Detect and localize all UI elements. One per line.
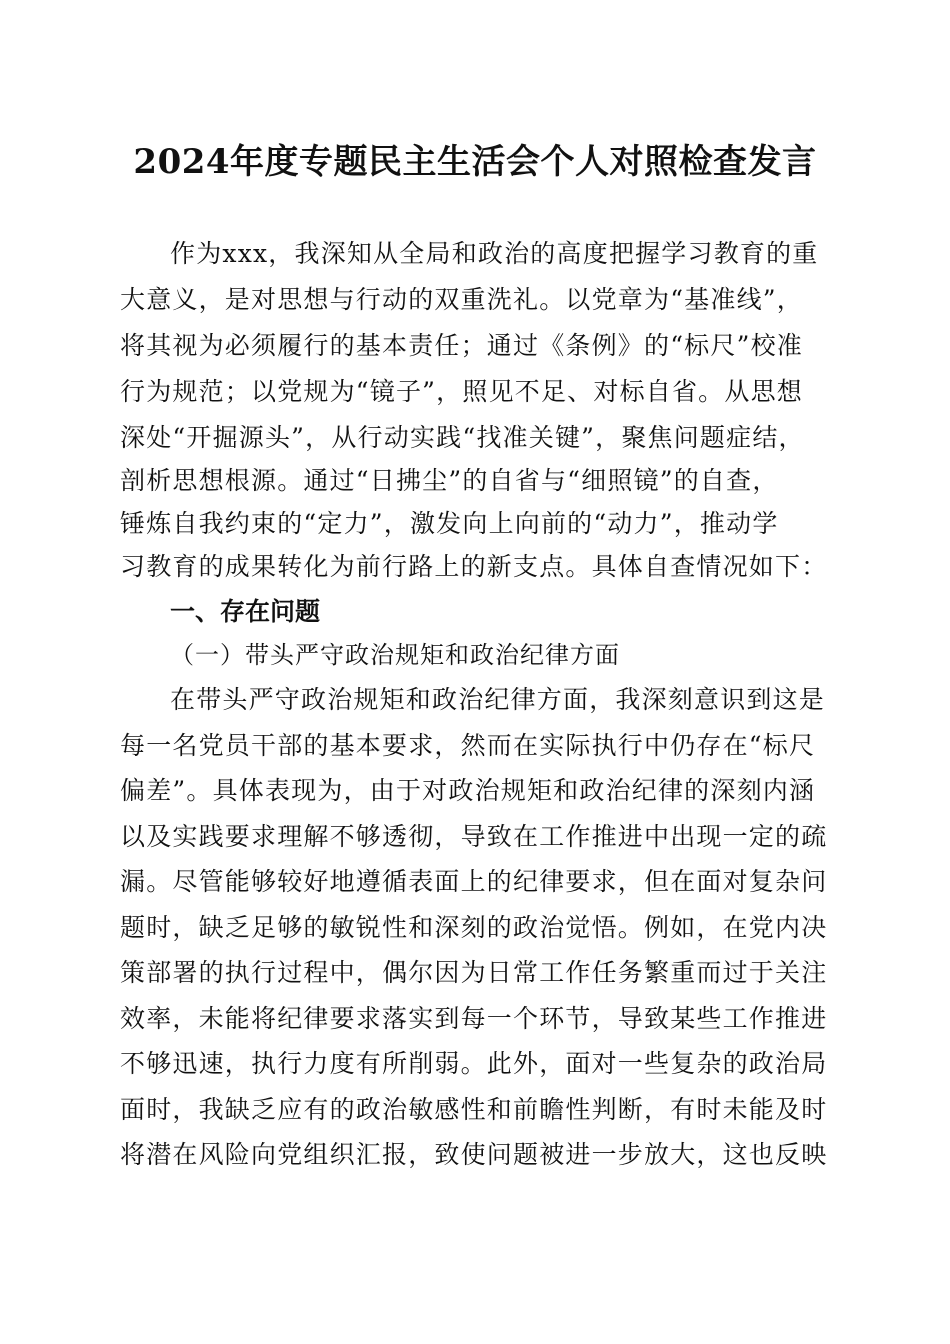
subsection-heading: （一）带头严守政治规矩和政治纪律方面: [170, 641, 620, 669]
intro-line-6: 剖析思想根源。通过“日拂尘”的自省与“细照镜”的自查，: [120, 466, 779, 495]
intro-line-2: 大意义，是对思想与行动的双重洗礼。以党章为“基准线”，: [120, 285, 803, 314]
body-line-3: 偏差”。具体表现为，由于对政治规矩和政治纪律的深刻内涵: [120, 776, 816, 805]
section-heading: 一、存在问题: [170, 597, 321, 626]
intro-line-8: 习教育的成果转化为前行路上的新支点。具体自查情况如下：: [120, 552, 828, 581]
body-line-11: 将潜在风险向党组织汇报，致使问题被进一步放大，这也反映: [120, 1140, 828, 1169]
body-line-1: 在带头严守政治规矩和政治纪律方面，我深刻意识到这是: [170, 685, 826, 714]
intro-line-4: 行为规范；以党规为“镜子”，照见不足、对标自省。从思想: [120, 377, 803, 406]
body-line-8: 效率，未能将纪律要求落实到每一个环节，导致某些工作推进: [120, 1004, 828, 1033]
body-line-7: 策部署的执行过程中，偶尔因为日常工作任务繁重而过于关注: [120, 958, 828, 987]
body-line-9: 不够迅速，执行力度有所削弱。此外，面对一些复杂的政治局: [120, 1049, 828, 1078]
body-line-5: 漏。尽管能够较好地遵循表面上的纪律要求，但在面对复杂问: [120, 867, 828, 896]
document-title: 2024年度专题民主生活会个人对照检查发言: [133, 142, 817, 182]
intro-line-3: 将其视为必须履行的基本责任；通过《条例》的“标尺”校准: [120, 331, 803, 360]
body-line-4: 以及实践要求理解不够透彻，导致在工作推进中出现一定的疏: [120, 822, 828, 851]
intro-line-1: 作为xxx，我深知从全局和政治的高度把握学习教育的重: [170, 239, 819, 268]
intro-line-7: 锤炼自我约束的“定力”，激发向上向前的“动力”，推动学: [120, 509, 779, 538]
intro-line-5: 深处“开掘源头”，从行动实践“找准关键”，聚焦问题症结，: [120, 423, 805, 452]
body-line-6: 题时，缺乏足够的敏锐性和深刻的政治觉悟。例如，在党内决: [120, 913, 828, 942]
body-line-2: 每一名党员干部的基本要求，然而在实际执行中仍存在“标尺: [120, 731, 816, 760]
body-line-10: 面时，我缺乏应有的政治敏感性和前瞻性判断，有时未能及时: [120, 1095, 828, 1124]
